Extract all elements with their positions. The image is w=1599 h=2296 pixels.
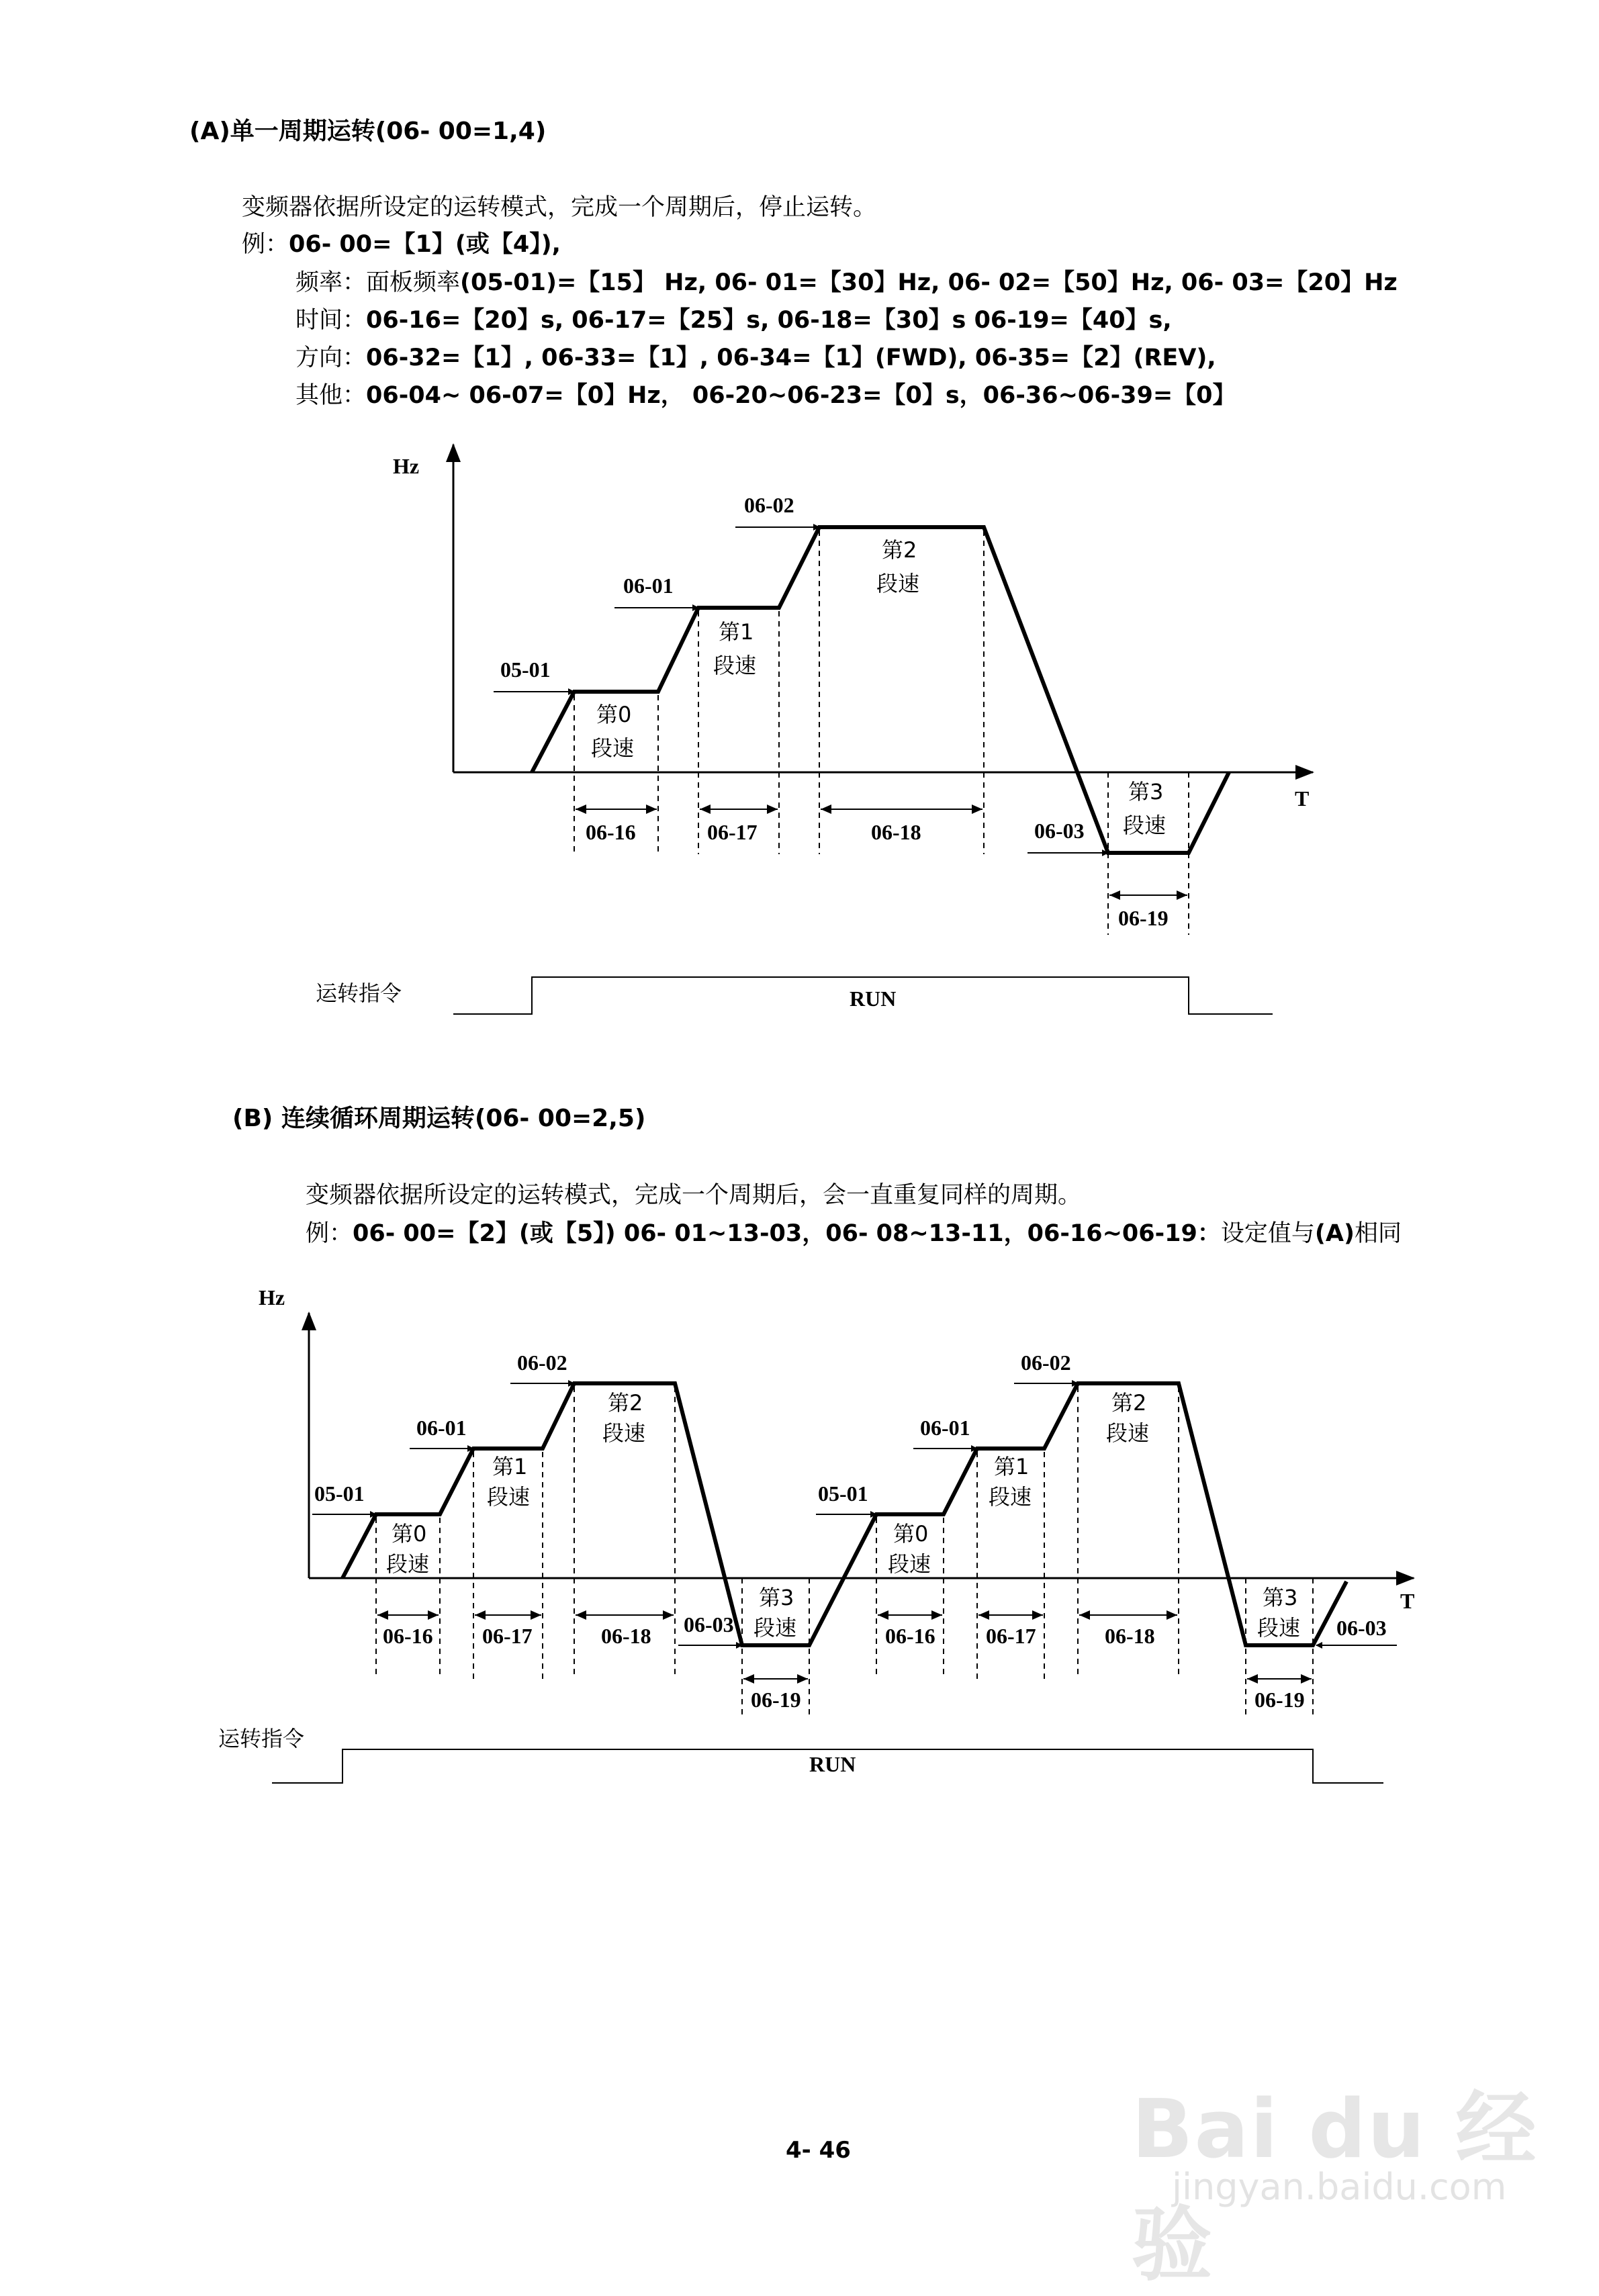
time-label-06-18: 06-18 xyxy=(1105,1624,1155,1648)
param-label: 方向： xyxy=(295,345,367,371)
segment-2-label: 第2 xyxy=(608,1390,643,1416)
example-prefix: 例： xyxy=(306,1220,353,1247)
param-value: 06-16=【20】s, 06-17=【25】s, 06-18=【30】s 06-19=【40】s, xyxy=(366,307,1172,334)
time-label-06-17: 06-17 xyxy=(482,1624,533,1648)
watermark-url: jingyan.baidu.com xyxy=(1172,2166,1507,2208)
segment-0-sublabel: 段速 xyxy=(888,1551,931,1577)
run-text: RUN xyxy=(850,986,897,1011)
time-label-06-19: 06-19 xyxy=(751,1688,801,1712)
segment-1-label: 第1 xyxy=(719,619,754,645)
param-value: (05-01)=【15】 Hz, 06- 01=【30】Hz, 06- 02=【50】Hz, 06- 03=【20】Hz xyxy=(460,269,1398,296)
time-label-06-17: 06-17 xyxy=(986,1624,1036,1648)
example-tail-2: 相同 xyxy=(1354,1220,1402,1247)
ref-label-06-03: 06-03 xyxy=(684,1612,734,1637)
time-label-06-19: 06-19 xyxy=(1118,906,1169,930)
segment-3-label: 第3 xyxy=(759,1585,794,1610)
ref-label-06-01: 06-01 xyxy=(920,1416,970,1440)
ref-label-06-02: 06-02 xyxy=(1021,1350,1071,1375)
param-value: 06-04~ 06-07=【0】Hz， 06-20~06-23=【0】s，06-36~06-39=【0】 xyxy=(366,382,1236,409)
segment-0-label: 第0 xyxy=(392,1521,427,1547)
ref-label-05-01: 05-01 xyxy=(314,1481,365,1506)
param-value: 06-32=【1】, 06-33=【1】, 06-34=【1】(FWD), 06-35=【2】(REV), xyxy=(366,345,1216,371)
param-label: 其他： xyxy=(295,382,367,409)
segment-1-label: 第1 xyxy=(492,1454,528,1479)
segment-2-sublabel: 段速 xyxy=(602,1420,646,1446)
baidu-jingyan-watermark: Bai du 经验 xyxy=(1132,2083,1538,2292)
param-label: 频率： xyxy=(295,269,367,296)
y-axis-label: Hz xyxy=(259,1285,285,1310)
segment-3-sublabel: 段速 xyxy=(1257,1615,1301,1641)
segment-2-sublabel: 段速 xyxy=(1106,1420,1150,1446)
time-label-06-16: 06-16 xyxy=(885,1624,935,1648)
example-value: 06- 00=【1】(或【4】), xyxy=(289,231,561,258)
section-b-heading: (B) 连续循环周期运转(06- 00=2,5) xyxy=(232,1105,646,1132)
section-a-description: 变频器依据所设定的运转模式，完成一个周期后，停止运转。 xyxy=(242,194,877,221)
page-number: 4- 46 xyxy=(786,2137,851,2164)
param-pre: 面板频率 xyxy=(366,269,461,296)
segment-1-sublabel: 段速 xyxy=(713,653,757,678)
ref-label-05-01: 05-01 xyxy=(818,1481,868,1506)
segment-1-sublabel: 段速 xyxy=(989,1484,1032,1510)
ref-label-06-02: 06-02 xyxy=(517,1350,567,1375)
segment-0-label: 第0 xyxy=(596,702,632,727)
example-prefix: 例： xyxy=(242,231,289,258)
run-text: RUN xyxy=(809,1752,856,1776)
segment-1-label: 第1 xyxy=(994,1454,1030,1479)
segment-0-sublabel: 段速 xyxy=(386,1551,430,1577)
time-label-06-18: 06-18 xyxy=(601,1624,651,1648)
segment-3-sublabel: 段速 xyxy=(1123,813,1167,838)
time-label-06-16: 06-16 xyxy=(383,1624,433,1648)
ref-label-05-01: 05-01 xyxy=(500,657,551,682)
time-label-06-16: 06-16 xyxy=(586,820,636,844)
time-label-06-19: 06-19 xyxy=(1254,1688,1305,1712)
segment-0-sublabel: 段速 xyxy=(591,735,635,761)
time-label-06-18: 06-18 xyxy=(871,820,921,844)
param-label: 时间： xyxy=(295,307,367,334)
x-axis-label: T xyxy=(1295,786,1310,811)
section-a-heading: (A)单一周期运转(06- 00=1,4) xyxy=(189,118,547,145)
time-guides xyxy=(376,1387,1313,1716)
ref-label-06-01: 06-01 xyxy=(416,1416,467,1440)
section-b-description: 变频器依据所设定的运转模式，完成一个周期后，会一直重复同样的周期。 xyxy=(306,1182,1082,1209)
ref-label-06-03: 06-03 xyxy=(1336,1616,1387,1640)
segment-3-label: 第3 xyxy=(1263,1585,1298,1610)
segment-0-label: 第0 xyxy=(893,1521,929,1547)
segment-2-sublabel: 段速 xyxy=(876,571,920,596)
segment-2-label: 第2 xyxy=(1111,1390,1147,1416)
x-axis-label: T xyxy=(1400,1589,1415,1613)
ref-label-06-02: 06-02 xyxy=(744,493,794,517)
example-tail: 设定值与 xyxy=(1220,1220,1315,1247)
ref-label-06-01: 06-01 xyxy=(623,573,674,598)
time-label-06-17: 06-17 xyxy=(707,820,758,844)
ref-label-06-03: 06-03 xyxy=(1034,819,1085,843)
y-axis-label: Hz xyxy=(393,454,420,478)
segment-2-label: 第2 xyxy=(882,537,917,563)
example-value: 06- 00=【2】(或【5】) 06- 01~13-03，06- 08~13-11，06-16~06-19： xyxy=(353,1220,1221,1247)
run-command-label: 运转指令 xyxy=(218,1726,305,1751)
example-ref: (A) xyxy=(1314,1220,1355,1247)
segment-3-sublabel: 段速 xyxy=(753,1615,797,1641)
run-command-label: 运转指令 xyxy=(316,980,402,1006)
segment-3-label: 第3 xyxy=(1128,779,1164,805)
segment-1-sublabel: 段速 xyxy=(487,1484,531,1510)
